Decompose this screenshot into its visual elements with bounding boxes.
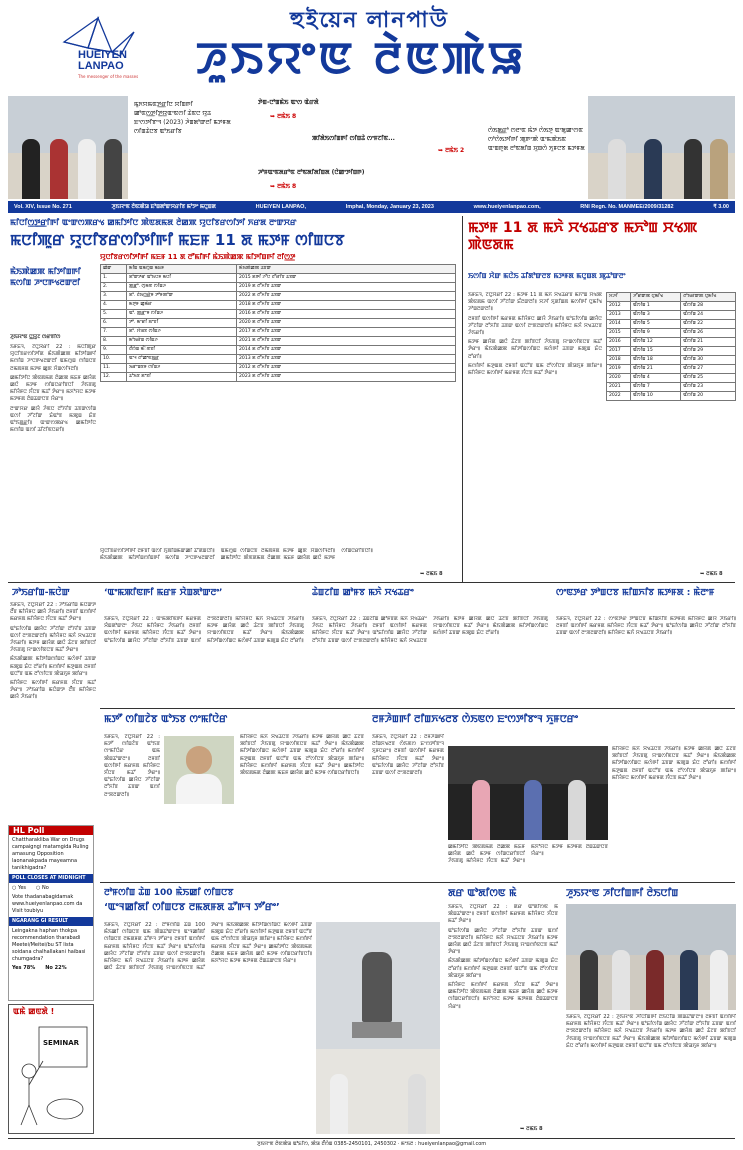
price: ₹ 3.00 [713, 203, 729, 210]
title-bengali: হুইয়েন লানপাউ [290, 7, 449, 32]
lead-table-title: ꯌꯨꯅꯤꯕꯔꯁꯤꯇꯤꯒꯤ ꯃꯐꯝ 11 ꯗ ꯂꯧꯃꯤꯒꯤ ꯃꯥꯏꯄꯥꯀꯄ ꯃꯤꯇꯤꯡꯒꯤ ꯂꯤꯁ꯭ꯇ [100, 253, 296, 261]
table-cell: ꯑꯩꯁꯤꯡ 7 [631, 383, 681, 392]
story-4-headline: ꯁꯦꯟꯇꯔ ꯇꯣꯡꯅꯕ ꯃꯤꯡꯈꯤꯕ ꯃꯇꯝꯗ : ꯃꯥꯂꯦꯝ [556, 588, 715, 598]
lead-table [100, 264, 456, 382]
table-cell: ꯗꯣ. ꯆꯥꯎꯕ ꯁꯤꯡꯍ [127, 328, 237, 337]
table-cell: ꯑꯩꯁꯤꯡ 26 [681, 329, 736, 338]
table-cell: 2. [101, 283, 127, 292]
table-row [101, 373, 456, 382]
band-photo-left [8, 96, 128, 199]
website[interactable]: www.hueiyenlanpao.com, [473, 203, 541, 210]
story-8-body: ꯏꯝꯐꯥꯜ, ꯖꯥꯅꯨꯋꯥꯔꯤ 22 : ꯗꯔ ꯑꯣꯗꯤꯁꯟ ꯃꯥ ꯄꯥꯡꯊꯣꯛꯂꯦ꯫ ꯂꯝꯕꯤ ꯑꯁꯤꯒꯤ ꯃꯔꯝꯗ ꯃꯤꯌꯥꯝꯅ ꯈꯪꯅꯕ ꯃꯊꯧ ꯇꯥꯔꯦ꯫ ꯑꯣꯐꯤꯁꯤꯡ ꯀꯌꯥꯅ ꯍꯧꯖꯤꯛ ꯂꯧꯈꯤꯕ ꯊꯕꯛ ꯑꯁꯤ ꯂꯦꯞꯂꯛꯂꯤ꯫ ꯃꯤꯌꯥꯝꯅ ꯃꯈꯥ ꯆꯠꯊꯅꯕ ꯍꯥꯏꯔꯤ꯫ ꯃꯇꯝ ꯀꯌꯥꯗ ꯀꯅꯥ ꯊꯥꯖꯕ ꯄꯤꯕꯅꯤ ꯍꯥꯏꯕꯗꯨ ꯌꯦꯡꯁꯤꯟꯅꯕ ꯃꯊꯧ ꯇꯥꯔꯦ꯫ ꯃꯥꯏꯄꯥꯀꯄ ꯃꯤꯇꯤꯡꯁꯤꯡꯅ ꯃꯁꯥꯒꯤ ꯊꯕꯛ ꯃꯄꯨꯡ ꯐꯥꯅ ꯂꯧꯔꯤ꯫ ꯃꯁꯤꯒꯤ ꯃꯇꯨꯡꯗ ꯂꯝꯕꯤ ꯑꯅꯧꯕ ꯑꯃ ꯂꯧꯁꯤꯅꯕ ꯄꯥꯎꯈꯨꯝ ꯄꯤꯔꯦ꯫ ꯃꯤꯌꯥꯝꯅ ꯃꯁꯤꯒꯤ ꯃꯔꯝꯗ ꯈꯪꯅꯕ ꯃꯊꯧ ꯇꯥꯔꯦ꯫ ꯀꯃꯤꯇꯤꯅ ꯄꯥꯟꯗꯃꯗ ꯂꯥꯀꯄ ꯃꯐꯝ ꯀꯌꯥꯗ ꯀꯅꯥ ꯃꯇꯝ ꯁꯤꯡꯅꯔꯤꯕꯅꯤ꯫ ꯃꯈꯣꯌꯅ ꯃꯇꯝ ꯃꯇꯝꯗ ꯂꯥꯡꯊꯛꯅꯕ ꯌꯥꯔꯦ꯫ [448, 904, 558, 1010]
band-center-1: ꯇꯥꯡ-ꯅꯣꯡꯃꯥꯏ ꯑꯦꯁ ꯑꯥꯔꯗꯥ [258, 99, 319, 106]
table-row [607, 302, 736, 311]
story-1-body: ꯏꯝꯐꯥꯜ, ꯖꯥꯅꯨꯋꯥꯔꯤ 22 : ꯍꯣꯏꯔꯤꯡ ꯃꯅꯥꯛꯇ ꯂꯩꯕ ꯃꯤꯌꯥꯝꯅ ꯀꯌꯥ ꯍꯥꯏꯔꯤ꯫ ꯂꯝꯕꯤ ꯑꯁꯤꯒꯤ ꯃꯔꯝꯗ ꯃꯤꯌꯥꯝꯅ ꯈꯪꯅꯕ ꯃꯊꯧ ꯇꯥꯔꯦ꯫ ꯑꯣꯐꯤꯁꯤꯡ ꯀꯌꯥꯅ ꯍꯧꯖꯤꯛ ꯂꯧꯈꯤꯕ ꯊꯕꯛ ꯑꯁꯤ ꯂꯦꯞꯂꯛꯂꯤ꯫ ꯃꯤꯌꯥꯝꯅ ꯃꯈꯥ ꯆꯠꯊꯅꯕ ꯍꯥꯏꯔꯤ꯫ ꯃꯇꯝ ꯀꯌꯥꯗ ꯀꯅꯥ ꯊꯥꯖꯕ ꯄꯤꯕꯅꯤ ꯍꯥꯏꯕꯗꯨ ꯌꯦꯡꯁꯤꯟꯅꯕ ꯃꯊꯧ ꯇꯥꯔꯦ꯫ ꯃꯥꯏꯄꯥꯀꯄ ꯃꯤꯇꯤꯡꯁꯤꯡꯅ ꯃꯁꯥꯒꯤ ꯊꯕꯛ ꯃꯄꯨꯡ ꯐꯥꯅ ꯂꯧꯔꯤ꯫ ꯃꯁꯤꯒꯤ ꯃꯇꯨꯡꯗ ꯂꯝꯕꯤ ꯑꯅꯧꯕ ꯑꯃ ꯂꯧꯁꯤꯅꯕ ꯄꯥꯎꯈꯨꯝ ꯄꯤꯔꯦ꯫ ꯃꯤꯌꯥꯝꯅ ꯃꯁꯤꯒꯤ ꯃꯔꯝꯗ ꯈꯪꯅꯕ ꯃꯊꯧ ꯇꯥꯔꯦ꯫ ꯍꯣꯏꯔꯤꯡ ꯃꯅꯥꯛꯇ ꯂꯩꯕ ꯃꯤꯌꯥꯝꯅ ꯀꯌꯥ ꯍꯥꯏꯔꯤ꯫ [10, 602, 96, 701]
right-table-header: ꯂꯣꯏꯔꯛꯄ ꯅꯨꯃꯤꯠ [681, 293, 736, 302]
table-row [607, 356, 736, 365]
issue-strip [8, 201, 735, 213]
table-cell: 2022 ꯗ ꯂꯧꯈꯤꯕ ꯊꯕꯛ [237, 292, 456, 301]
header-band [8, 96, 735, 200]
story-7-headline: ꯂꯣꯝꯁꯤꯡ ꯊꯥꯡ 100 ꯃꯥꯏꯀꯤ ꯁꯤꯡꯅꯕ [104, 888, 234, 898]
lead-kicker: ꯃꯤꯅꯤꯁ꯭ꯇ꯭ꯔꯤꯒꯤ ꯑꯦꯛꯁꯄꯔꯠ ꯀꯃꯤꯇꯤꯅ ꯄꯥꯟꯗꯃꯗ ꯂꯥꯀꯄ ꯌꯨꯅꯤꯕꯔꯁꯤꯇꯤ ꯈꯔꯗ ꯂꯦꯛꯆꯔ [10, 218, 297, 227]
band-center-3-link[interactable]: ➥ ꯂꯃꯥꯏ 8 [270, 183, 297, 190]
story-6-body-3: ꯀꯃꯤꯇꯤꯅ ꯄꯥꯟꯗꯃꯗ ꯂꯥꯀꯄ ꯃꯐꯝ ꯀꯌꯥꯗ ꯀꯅꯥ ꯃꯇꯝ ꯁꯤꯡꯅꯔꯤꯕꯅꯤ ꯍꯥꯏꯕꯗꯨ ꯃꯤꯌꯥꯝꯅ ꯈꯪꯅꯕ ꯃꯊꯧ ꯇꯥꯔꯦ꯫ ꯃꯈꯣꯌꯅ ꯃꯇꯝ ꯃꯇꯝꯗ ꯂꯥꯡꯊꯛꯅꯕ ꯌꯥꯔꯦ꯫ [448, 844, 608, 865]
hl-poll [8, 825, 94, 1001]
poll-title: HL Poll [9, 826, 93, 835]
masthead [0, 0, 743, 92]
table-cell: 2017 [607, 347, 631, 356]
band-center-1-link[interactable]: ➥ ꯂꯃꯥꯏ 8 [270, 113, 297, 120]
story-9-headline: ꯍꯨꯏꯌꯦꯟ ꯍꯤꯅꯤꯡꯒꯤ ꯂꯥꯏꯅꯤꯡ [566, 888, 679, 899]
band-center-2: ꯄꯤꯗꯥꯏꯁꯤꯡꯒꯤ ꯁꯤꯡꯊꯥ ꯁꯦꯝꯖꯤꯟ... [312, 135, 395, 142]
right-lead-headline: ꯃꯇꯝ 11 ꯗ ꯃꯈꯥ ꯆꯠꯊꯔꯕ ꯃꯈꯣꯡ ꯆꯠꯄ ꯄꯥꯟꯗꯃ [468, 220, 698, 253]
table-cell: ꯂꯩꯁꯥꯡ ꯃꯪꯥꯟꯕꯤ [127, 346, 237, 355]
table-cell: ꯑꯩꯁꯤꯡ 30 [681, 356, 736, 365]
table-cell: 2023 ꯗ ꯂꯧꯈꯤꯕ ꯊꯕꯛ [237, 373, 456, 382]
logo-tagline: The messenger of the masses [78, 74, 139, 79]
table-cell: 2012 [607, 302, 631, 311]
table-row [607, 374, 736, 383]
table-cell: 2015 ꯗꯒꯤ ꯍꯧꯅ ꯂꯧꯔꯤꯕ ꯊꯕꯛ [237, 274, 456, 283]
poll-yes-option[interactable]: ○ Yes [12, 885, 27, 891]
table-cell: 2012 ꯗ ꯂꯧꯈꯤꯕ ꯊꯕꯛ [237, 364, 456, 373]
table-cell: 2015 [607, 329, 631, 338]
lead-side-body: ꯏꯝꯐꯥꯜ, ꯖꯥꯅꯨꯋꯥꯔꯤ 22 : ꯃꯅꯤꯄꯨꯔ ꯌꯨꯅꯤꯕꯔꯁꯤꯇꯤꯗ ꯃꯥꯏꯄꯥꯀꯄ ꯃꯤꯇꯤꯡꯒꯤ ꯃꯁꯤꯡ ꯍꯦꯅꯒꯠꯂꯛꯂꯤ ꯑꯃꯁꯨꯡ ꯁꯤꯡꯅꯕ ꯂꯃꯗꯝꯗ ꯃꯇꯝ ꯀꯨꯞ ꯆꯥꯡꯁꯤꯜꯂꯤ꯫ ꯀꯃꯤꯇꯤꯅ ꯄꯥꯟꯗꯃꯗ ꯂꯥꯀꯄ ꯃꯐꯝ ꯀꯌꯥꯗ ꯀꯅꯥ ꯃꯇꯝ ꯁꯤꯡꯅꯔꯤꯕꯅꯤ ꯍꯥꯏꯕꯗꯨ ꯃꯤꯌꯥꯝꯅ ꯈꯪꯅꯕ ꯃꯊꯧ ꯇꯥꯔꯦ꯫ ꯃꯈꯣꯌꯅ ꯃꯇꯝ ꯃꯇꯝꯗ ꯂꯥꯡꯊꯛꯅꯕ ꯌꯥꯔꯦ꯫ ꯂꯦꯛꯆꯔ ꯀꯌꯥ ꯍꯥꯟꯅ ꯂꯧꯈꯤꯕ ꯊꯕꯛꯁꯤꯡ ꯑꯁꯤ ꯍꯧꯖꯤꯛ ꯐꯥꯑꯣꯕ ꯃꯄꯨꯡ ꯐꯥꯕ ꯑꯣꯏꯗ꯭ꯔꯤ꯫ ꯑꯦꯛꯁꯄꯔꯠ ꯀꯃꯤꯇꯤꯅ ꯃꯁꯤꯡ ꯑꯁꯤ ꯊꯤꯖꯤꯟꯅꯔꯤ꯫ [10, 344, 96, 434]
table-cell: 2019 [607, 365, 631, 374]
story-5-body-2: ꯃꯤꯌꯥꯝꯅ ꯃꯈꯥ ꯆꯠꯊꯅꯕ ꯍꯥꯏꯔꯤ꯫ ꯃꯇꯝ ꯀꯌꯥꯗ ꯀꯅꯥ ꯊꯥꯖꯕ ꯄꯤꯕꯅꯤ ꯍꯥꯏꯕꯗꯨ ꯌꯦꯡꯁꯤꯟꯅꯕ ꯃꯊꯧ ꯇꯥꯔꯦ꯫ ꯃꯥꯏꯄꯥꯀꯄ ꯃꯤꯇꯤꯡꯁꯤꯡꯅ ꯃꯁꯥꯒꯤ ꯊꯕꯛ ꯃꯄꯨꯡ ꯐꯥꯅ ꯂꯧꯔꯤ꯫ ꯃꯁꯤꯒꯤ ꯃꯇꯨꯡꯗ ꯂꯝꯕꯤ ꯑꯅꯧꯕ ꯑꯃ ꯂꯧꯁꯤꯅꯕ ꯄꯥꯎꯈꯨꯝ ꯄꯤꯔꯦ꯫ ꯃꯤꯌꯥꯝꯅ ꯃꯁꯤꯒꯤ ꯃꯔꯝꯗ ꯈꯪꯅꯕ ꯃꯊꯧ ꯇꯥꯔꯦ꯫ ꯀꯃꯤꯇꯤꯅ ꯄꯥꯟꯗꯃꯗ ꯂꯥꯀꯄ ꯃꯐꯝ ꯀꯌꯥꯗ ꯀꯅꯥ ꯃꯇꯝ ꯁꯤꯡꯅꯔꯤꯕꯅꯤ꯫ [240, 734, 364, 777]
logo-name: HUEIYEN LANPAO [78, 49, 127, 72]
lead-bottom-body: ꯌꯨꯅꯤꯕꯔꯁꯤꯇꯤꯒꯤ ꯂꯝꯕꯤ ꯑꯁꯤ ꯈꯨꯗꯤꯡꯃꯛꯀꯤ ꯊꯧꯗꯥꯡꯅꯤ꯫ ꯃꯥꯏꯄꯥꯀꯄ ꯃꯤꯇꯤꯡꯁꯤꯡꯒꯤ ꯃꯁꯤꯡ ꯍꯦꯅꯒꯠꯂꯛꯂꯤ ꯑꯃꯁꯨꯡ ꯁꯤꯡꯅꯕ ꯂꯃꯗꯝꯗ ꯃꯇꯝ ꯀꯨꯞ ꯆꯥꯡꯁꯤꯜꯂꯤ꯫ ꯀꯃꯤꯇꯤꯅ ꯄꯥꯟꯗꯃꯗ ꯂꯥꯀꯄ ꯃꯐꯝ ꯀꯌꯥꯗ ꯀꯅꯥ ꯃꯇꯝ ꯁꯤꯡꯅꯔꯤꯕꯅꯤ꯫ [100, 548, 373, 562]
table-cell: ꯑꯩꯁꯤꯡ 23 [681, 383, 736, 392]
table-row [607, 392, 736, 401]
right-lead-subhead: ꯏꯁꯤꯡ ꯆꯥꯛ ꯃꯅꯥꯏ ꯊꯤꯗꯣꯛꯂꯕ ꯃꯇꯝꯗ ꯃꯅꯨꯡꯗ ꯄꯨꯊꯣꯛꯂꯦ [468, 272, 626, 280]
table-row [607, 311, 736, 320]
horizontal-divider [100, 708, 735, 709]
table-cell: ꯑꯩꯁꯤꯡ 22 [681, 320, 736, 329]
table-cell: ꯑꯩꯁꯤꯡ 24 [681, 311, 736, 320]
table-cell: ꯑꯩꯁꯤꯡ 27 [681, 365, 736, 374]
table-cell: ꯑꯩꯁꯤꯡ 12 [631, 338, 681, 347]
poll-result-label: NGARANG GI RESULT [9, 917, 93, 926]
story-6-headline: ꯂꯝꯍꯥꯡꯒꯤ ꯂꯤꯡꯈꯠꯂꯕ ꯁꯥꯏꯟꯁ ꯐꯦꯁꯇꯤꯕꯦꯜ ꯈꯨꯝꯅꯔꯦ [372, 714, 579, 725]
band-center-3: ꯍꯣꯝꯑꯦꯟꯗꯔꯣꯟ ꯂꯣꯟꯗꯤꯗꯤꯡꯗ (ꯅꯥꯀꯦꯇꯤꯡꯒ) [258, 169, 365, 176]
story-5-headline: ꯃꯇꯧ ꯁꯤꯡꯖꯥꯕ ꯑꯣꯏꯕ ꯁꯦꯃꯤꯅꯥꯔ [104, 714, 228, 725]
story-3-body: ꯏꯝꯐꯥꯜ, ꯖꯥꯅꯨꯋꯥꯔꯤ 22 : ꯊꯥꯡꯖꯤꯡ ꯀꯣꯝꯕꯗ ꯃꯈꯥ ꯆꯠꯊꯔꯦ ꯍꯥꯏꯅ ꯃꯤꯌꯥꯝꯅ ꯍꯥꯏꯔꯤ꯫ ꯂꯝꯕꯤ ꯑꯁꯤꯒꯤ ꯃꯔꯝꯗ ꯃꯤꯌꯥꯝꯅ ꯈꯪꯅꯕ ꯃꯊꯧ ꯇꯥꯔꯦ꯫ ꯑꯣꯐꯤꯁꯤꯡ ꯀꯌꯥꯅ ꯍꯧꯖꯤꯛ ꯂꯧꯈꯤꯕ ꯊꯕꯛ ꯑꯁꯤ ꯂꯦꯞꯂꯛꯂꯤ꯫ ꯃꯤꯌꯥꯝꯅ ꯃꯈꯥ ꯆꯠꯊꯅꯕ ꯍꯥꯏꯔꯤ꯫ ꯃꯇꯝ ꯀꯌꯥꯗ ꯀꯅꯥ ꯊꯥꯖꯕ ꯄꯤꯕꯅꯤ ꯍꯥꯏꯕꯗꯨ ꯌꯦꯡꯁꯤꯟꯅꯕ ꯃꯊꯧ ꯇꯥꯔꯦ꯫ ꯃꯥꯏꯄꯥꯀꯄ ꯃꯤꯇꯤꯡꯁꯤꯡꯅ ꯃꯁꯥꯒꯤ ꯊꯕꯛ ꯃꯄꯨꯡ ꯐꯥꯅ ꯂꯧꯔꯤ꯫ [312, 616, 548, 644]
issue-number: Vol. XIV, Issue No. 271 [14, 203, 72, 210]
table-row [101, 346, 456, 355]
table-row [607, 365, 736, 374]
table-cell: 7. [101, 328, 127, 337]
table-cell: ꯑꯩꯁꯤꯡ 20 [681, 392, 736, 401]
portrait-photo [164, 736, 234, 804]
table-row [101, 301, 456, 310]
table-cell: ꯑꯦꯜ ꯂꯣꯀꯦꯟꯗ꯭ꯔ [127, 355, 237, 364]
right-table-header: ꯍꯧꯔꯛꯄ ꯅꯨꯃꯤꯠ [631, 293, 681, 302]
title-meitei: ꯍꯨꯏꯌꯦꯟ ꯂꯥꯟꯄꯥꯎ [196, 33, 527, 84]
right-lead-table [606, 292, 736, 401]
cartoon-title: ꯑꯃꯥ ꯀꯟꯗꯥ ! [13, 1007, 55, 1016]
cartoon-board-text: SEMINAR [43, 1039, 80, 1047]
story-1-headline: ꯍꯣꯏꯔꯤꯡ-ꯃꯅꯥꯛ [12, 588, 70, 598]
story-6-body: ꯏꯝꯐꯥꯜ, ꯖꯥꯅꯨꯋꯥꯔꯤ 22 : ꯂꯝꯍꯥꯡꯒꯤ ꯂꯤꯡꯈꯠꯂꯕ ꯁꯥꯏꯟꯁ ꯐꯦꯁꯇꯤꯕꯦꯜ ꯈꯨꯝꯅꯔꯦ꯫ ꯂꯝꯕꯤ ꯑꯁꯤꯒꯤ ꯃꯔꯝꯗ ꯃꯤꯌꯥꯝꯅ ꯈꯪꯅꯕ ꯃꯊꯧ ꯇꯥꯔꯦ꯫ ꯑꯣꯐꯤꯁꯤꯡ ꯀꯌꯥꯅ ꯍꯧꯖꯤꯛ ꯂꯧꯈꯤꯕ ꯊꯕꯛ ꯑꯁꯤ ꯂꯦꯞꯂꯛꯂꯤ꯫ [372, 734, 444, 777]
table-cell: ꯑꯩꯁꯤꯡ 18 [631, 356, 681, 365]
table-cell: 2020 [607, 374, 631, 383]
table-row [607, 320, 736, 329]
table-row [101, 310, 456, 319]
lead-continued-link[interactable]: ➥ ꯂꯃꯥꯏ 8 [420, 571, 443, 577]
poll-vote-text[interactable]: Vote thadanabagidamak www.hueiyenlanpao.com da Visit toubiyu [12, 894, 83, 914]
table-row [101, 328, 456, 337]
lead-side-byline: ꯍꯨꯏꯌꯦꯟ ꯅ꯭ꯌꯨꯖ ꯁꯔꯕꯤꯁ [10, 334, 61, 340]
table-cell: 10. [101, 355, 127, 364]
story-7-deck: ‘ꯑꯦꯜꯀꯤꯗꯤ ꯁꯤꯡꯅꯕ ꯂꯃꯗꯝꯗ ꯊꯧꯒꯜ ꯇꯧꯔꯦ’ [104, 902, 280, 913]
page-footer: ꯍꯨꯏꯌꯦꯟ ꯂꯥꯟꯄꯥꯎ ꯑꯣꯐꯤꯁ, ꯄꯥꯎ ꯂꯩꯁꯥꯡ 0385-2450101, 2450302 · ꯃꯦꯏꯂ : hueiyenlanpao@gmail.com [8, 1138, 735, 1149]
table-cell: 8. [101, 337, 127, 346]
table-cell: ꯑꯩꯁꯤꯡ 15 [631, 347, 681, 356]
table-row [101, 355, 456, 364]
statue-photo [316, 922, 440, 1134]
table-cell: 2017 ꯗ ꯂꯧꯈꯤꯕ ꯊꯕꯛ [237, 328, 456, 337]
story-8-headline: ꯗꯔ ꯑꯣꯗꯤꯁꯟ ꯃꯥ [448, 888, 517, 899]
table-cell: 11. [101, 364, 127, 373]
right-lead-body: ꯏꯝꯐꯥꯜ, ꯖꯥꯅꯨꯋꯥꯔꯤ 22 : ꯃꯇꯝ 11 ꯗ ꯃꯈꯥ ꯆꯠꯊꯔꯕ ꯃꯈꯣꯡ ꯆꯠꯄ ꯄꯥꯟꯗꯃ ꯑꯁꯤ ꯍꯧꯖꯤꯛ ꯐꯪꯂꯛꯂꯤ꯫ ꯆꯍꯤ ꯈꯨꯗꯤꯡꯗ ꯃꯁꯤꯒꯤ ꯅꯨꯃꯤꯠ ꯍꯣꯡꯂꯛꯂꯤ꯫ ꯂꯝꯕꯤ ꯑꯁꯤꯒꯤ ꯃꯔꯝꯗ ꯃꯤꯌꯥꯝꯅ ꯀꯌꯥ ꯍꯥꯏꯔꯤ꯫ ꯑꯣꯐꯤꯁꯤꯡ ꯀꯌꯥꯅ ꯍꯧꯖꯤꯛ ꯂꯧꯈꯤꯕ ꯊꯕꯛ ꯑꯁꯤ ꯂꯦꯞꯂꯛꯂꯤ꯫ ꯃꯤꯌꯥꯝꯅ ꯃꯈꯥ ꯆꯠꯊꯅꯕ ꯍꯥꯏꯔꯤ꯫ ꯃꯇꯝ ꯀꯌꯥꯗ ꯀꯅꯥ ꯊꯥꯖꯕ ꯄꯤꯕꯅꯤ ꯍꯥꯏꯕꯗꯨ ꯌꯦꯡꯁꯤꯟꯅꯕ ꯃꯊꯧ ꯇꯥꯔꯦ꯫ ꯃꯥꯏꯄꯥꯀꯄ ꯃꯤꯇꯤꯡꯁꯤꯡꯅ ꯃꯁꯥꯒꯤ ꯊꯕꯛ ꯃꯄꯨꯡ ꯐꯥꯅ ꯂꯧꯔꯤ꯫ ꯃꯁꯤꯒꯤ ꯃꯇꯨꯡꯗ ꯂꯝꯕꯤ ꯑꯅꯧꯕ ꯑꯃ ꯂꯧꯁꯤꯅꯕ ꯄꯥꯎꯈꯨꯝ ꯄꯤꯔꯦ꯫ ꯃꯤꯌꯥꯝꯅ ꯃꯁꯤꯒꯤ ꯃꯔꯝꯗ ꯈꯪꯅꯕ ꯃꯊꯧ ꯇꯥꯔꯦ꯫ [468, 292, 602, 377]
table-cell: 4. [101, 301, 127, 310]
horizontal-divider [8, 582, 735, 583]
table-row [607, 338, 736, 347]
story-7-body: ꯏꯝꯐꯥꯜ, ꯖꯥꯅꯨꯋꯥꯔꯤ 22 : ꯂꯣꯝꯁꯤꯡ ꯊꯥꯡ 100 ꯃꯥꯏꯀꯤ ꯁꯤꯡꯅꯕ ꯑꯃ ꯄꯥꯡꯊꯣꯛꯂꯦ꯫ ꯑꯦꯜꯀꯤꯗꯤ ꯁꯤꯡꯅꯕ ꯂꯃꯗꯝꯗ ꯊꯧꯒꯜ ꯇꯧꯔꯦ꯫ ꯂꯝꯕꯤ ꯑꯁꯤꯒꯤ ꯃꯔꯝꯗ ꯃꯤꯌꯥꯝꯅ ꯈꯪꯅꯕ ꯃꯊꯧ ꯇꯥꯔꯦ꯫ ꯑꯣꯐꯤꯁꯤꯡ ꯀꯌꯥꯅ ꯍꯧꯖꯤꯛ ꯂꯧꯈꯤꯕ ꯊꯕꯛ ꯑꯁꯤ ꯂꯦꯞꯂꯛꯂꯤ꯫ ꯃꯤꯌꯥꯝꯅ ꯃꯈꯥ ꯆꯠꯊꯅꯕ ꯍꯥꯏꯔꯤ꯫ ꯃꯇꯝ ꯀꯌꯥꯗ ꯀꯅꯥ ꯊꯥꯖꯕ ꯄꯤꯕꯅꯤ ꯍꯥꯏꯕꯗꯨ ꯌꯦꯡꯁꯤꯟꯅꯕ ꯃꯊꯧ ꯇꯥꯔꯦ꯫ ꯃꯥꯏꯄꯥꯀꯄ ꯃꯤꯇꯤꯡꯁꯤꯡꯅ ꯃꯁꯥꯒꯤ ꯊꯕꯛ ꯃꯄꯨꯡ ꯐꯥꯅ ꯂꯧꯔꯤ꯫ ꯃꯁꯤꯒꯤ ꯃꯇꯨꯡꯗ ꯂꯝꯕꯤ ꯑꯅꯧꯕ ꯑꯃ ꯂꯧꯁꯤꯅꯕ ꯄꯥꯎꯈꯨꯝ ꯄꯤꯔꯦ꯫ ꯃꯤꯌꯥꯝꯅ ꯃꯁꯤꯒꯤ ꯃꯔꯝꯗ ꯈꯪꯅꯕ ꯃꯊꯧ ꯇꯥꯔꯦ꯫ ꯀꯃꯤꯇꯤꯅ ꯄꯥꯟꯗꯃꯗ ꯂꯥꯀꯄ ꯃꯐꯝ ꯀꯌꯥꯗ ꯀꯅꯥ ꯃꯇꯝ ꯁꯤꯡꯅꯔꯤꯕꯅꯤ꯫ ꯃꯈꯣꯌꯅ ꯃꯇꯝ ꯃꯇꯝꯗ ꯂꯥꯡꯊꯛꯅꯕ ꯌꯥꯔꯦ꯫ [104, 922, 312, 972]
table-row [101, 274, 456, 283]
table-cell: 2013 ꯗ ꯂꯧꯈꯤꯕ ꯊꯕꯛ [237, 355, 456, 364]
vertical-divider [462, 216, 463, 582]
issue-date: Imphal, Monday, January 23, 2023 [345, 203, 434, 210]
poll-no-option[interactable]: ○ No [36, 885, 49, 891]
table-cell: ꯑꯩꯁꯤꯡ 10 [631, 392, 681, 401]
table-row [101, 319, 456, 328]
table-row [607, 329, 736, 338]
table-cell: ꯊꯣꯏꯕ ꯗꯦꯕꯤ [127, 373, 237, 382]
table-cell: ꯄ꯭ꯔꯣ. ꯁꯨꯃꯟ ꯁꯤꯡꯍ [127, 283, 237, 292]
table-cell: 3. [101, 292, 127, 301]
strip-name: HUEIYEN LANPAO, [255, 203, 306, 210]
table-cell: 9. [101, 346, 127, 355]
story-2-headline: ‘ꯑꯦꯃꯄꯤꯟꯒꯤ ꯃꯔꯝ ꯆꯥꯡꯗꯣꯛꯂꯦ’ [104, 588, 223, 598]
band-photo-right [588, 96, 735, 199]
table-cell: 1. [101, 274, 127, 283]
table-cell: ꯃꯇꯨꯝ ꯀꯨꯃꯥꯔ [127, 301, 237, 310]
horizontal-divider [100, 882, 735, 883]
story-3-headline: ꯊꯥꯡꯖꯤꯡ ꯀꯣꯝꯕ ꯃꯈꯥ ꯆꯠꯊꯔꯦ [312, 588, 414, 598]
table-cell: 2016 [607, 338, 631, 347]
story-6-body-2: ꯃꯤꯌꯥꯝꯅ ꯃꯈꯥ ꯆꯠꯊꯅꯕ ꯍꯥꯏꯔꯤ꯫ ꯃꯇꯝ ꯀꯌꯥꯗ ꯀꯅꯥ ꯊꯥꯖꯕ ꯄꯤꯕꯅꯤ ꯍꯥꯏꯕꯗꯨ ꯌꯦꯡꯁꯤꯟꯅꯕ ꯃꯊꯧ ꯇꯥꯔꯦ꯫ ꯃꯥꯏꯄꯥꯀꯄ ꯃꯤꯇꯤꯡꯁꯤꯡꯅ ꯃꯁꯥꯒꯤ ꯊꯕꯛ ꯃꯄꯨꯡ ꯐꯥꯅ ꯂꯧꯔꯤ꯫ ꯃꯁꯤꯒꯤ ꯃꯇꯨꯡꯗ ꯂꯝꯕꯤ ꯑꯅꯧꯕ ꯑꯃ ꯂꯧꯁꯤꯅꯕ ꯄꯥꯎꯈꯨꯝ ꯄꯤꯔꯦ꯫ ꯃꯤꯌꯥꯝꯅ ꯃꯁꯤꯒꯤ ꯃꯔꯝꯗ ꯈꯪꯅꯕ ꯃꯊꯧ ꯇꯥꯔꯦ꯫ [612, 746, 736, 781]
story-5-body: ꯏꯝꯐꯥꯜ, ꯖꯥꯅꯨꯋꯥꯔꯤ 22 : ꯃꯇꯧ ꯁꯤꯡꯖꯥꯕ ꯑꯣꯏꯕ ꯁꯦꯃꯤꯅꯥꯔ ꯑꯃ ꯄꯥꯡꯊꯣꯛꯂꯦ꯫ ꯂꯝꯕꯤ ꯑꯁꯤꯒꯤ ꯃꯔꯝꯗ ꯃꯤꯌꯥꯝꯅ ꯈꯪꯅꯕ ꯃꯊꯧ ꯇꯥꯔꯦ꯫ ꯑꯣꯐꯤꯁꯤꯡ ꯀꯌꯥꯅ ꯍꯧꯖꯤꯛ ꯂꯧꯈꯤꯕ ꯊꯕꯛ ꯑꯁꯤ ꯂꯦꯞꯂꯛꯂꯤ꯫ [104, 734, 160, 798]
table-cell: 2014 [607, 320, 631, 329]
poll-result-question: Leingakna haphan thokpa recommendation tharabadi Meetei/Meitei/bu ST lista soidana chalhallakani haibasi chumgadra? [12, 928, 86, 962]
table-cell: 2018 [607, 356, 631, 365]
poll-result-yes: Yes 78% [12, 965, 36, 971]
table-cell: ꯑꯩꯁꯤꯡ 5 [631, 320, 681, 329]
table-cell: 5. [101, 310, 127, 319]
band-right-text: ꯁꯥꯏꯗ꯭ꯔꯣ ꯁꯂꯦꯟ ꯃꯥꯇ ꯁꯥꯏꯇꯨ ꯑꯦꯗꯨꯀꯦꯁꯟ ꯁꯣꯁꯥꯏꯇꯤꯒꯤ ꯄꯨꯒꯦꯄꯥ ꯑꯦꯃꯄꯥꯏꯟ ꯑꯦꯡꯒꯨꯗ ꯂꯣꯟꯗꯤꯡ ꯆꯨꯡꯁꯥ ꯈꯨꯝꯅꯕ ꯃꯇꯝꯗ [488, 127, 585, 152]
cartoon-drawing-icon [13, 1021, 91, 1131]
lead-table-header: ꯃꯤꯡ ꯑꯃꯁꯨꯡ ꯃꯐꯝ [127, 265, 237, 274]
table-cell: ꯑꯩꯁꯤꯡ 3 [631, 311, 681, 320]
table-cell: 2022 [607, 392, 631, 401]
table-cell: ꯑꯩꯁꯤꯡ 29 [681, 347, 736, 356]
table-row [607, 383, 736, 392]
band-center-2-link[interactable]: ➥ ꯂꯃꯥꯏ 2 [438, 147, 465, 154]
story-4-body: ꯏꯝꯐꯥꯜ, ꯖꯥꯅꯨꯋꯥꯔꯤ 22 : ꯁꯦꯟꯇꯔ ꯇꯣꯡꯅꯕ ꯃꯤꯡꯈꯤꯕ ꯃꯇꯝꯗ ꯃꯤꯌꯥꯝꯅ ꯀꯌꯥ ꯍꯥꯏꯔꯤ꯫ ꯂꯝꯕꯤ ꯑꯁꯤꯒꯤ ꯃꯔꯝꯗ ꯃꯤꯌꯥꯝꯅ ꯈꯪꯅꯕ ꯃꯊꯧ ꯇꯥꯔꯦ꯫ ꯑꯣꯐꯤꯁꯤꯡ ꯀꯌꯥꯅ ꯍꯧꯖꯤꯛ ꯂꯧꯈꯤꯕ ꯊꯕꯛ ꯑꯁꯤ ꯂꯦꯞꯂꯛꯂꯤ꯫ ꯃꯤꯌꯥꯝꯅ ꯃꯈꯥ ꯆꯠꯊꯅꯕ ꯍꯥꯏꯔꯤ꯫ [556, 616, 736, 637]
table-cell: ꯑꯩꯁꯤꯡ 4 [631, 374, 681, 383]
table-row [101, 283, 456, 292]
rni-number: RNI Regn. No. MANMEE/2009/31282 [580, 203, 674, 210]
band-left-text: ꯃꯨꯈꯌꯃꯟꯇ꯭ꯔꯤꯅ ꯆꯤꯡꯒꯤ ꯀꯣꯟꯁ꯭ꯇꯤꯇ꯭ꯌꯨꯑꯦꯟꯁꯤ ꯊꯥꯟꯅ ꯌꯨꯊ ꯐꯦꯁꯇꯤꯕꯦꯜ (2023) ꯍꯥꯡꯗꯣꯛꯂꯤ ꯃꯇꯝꯗ ꯁꯤꯡꯊꯥꯅꯕ ꯑꯣꯏꯔꯤꯕ [134, 101, 231, 135]
table-cell: 2021 ꯗ ꯂꯧꯈꯤꯕ ꯊꯕꯛ [237, 337, 456, 346]
table-cell: ꯑꯩꯁꯤꯡ 21 [631, 365, 681, 374]
table-cell: 2019 ꯗ ꯂꯧꯈꯤꯕ ꯊꯕꯛ [237, 283, 456, 292]
poll-question: Chattharakliba War on Drugs campaigngi matamgida Ruling amasung Opposition laonanakpada mayeamna tanikhigadra? [12, 837, 89, 871]
table-cell: 2021 [607, 383, 631, 392]
table-cell: 2016 ꯗ ꯂꯧꯈꯤꯕ ꯊꯕꯛ [237, 310, 456, 319]
table-cell: ꯑꯣ. ꯄ꯭ꯔꯦꯝ ꯁꯤꯡꯍ [127, 310, 237, 319]
strip-tagline: ꯍꯨꯏꯌꯦꯟ ꯂꯥꯟꯄꯥꯎ ꯐꯣꯡꯗꯣꯛꯆꯔꯤꯕ ꯃꯣꯇꯦ ꯃꯅꯨꯡꯗ [111, 203, 216, 210]
lead-table-header: ꯃꯥꯏꯄꯥꯀꯄ ꯊꯕꯛ [237, 265, 456, 274]
table-row [607, 347, 736, 356]
table-cell: ꯑꯩꯁꯤꯡ 25 [681, 374, 736, 383]
poll-result-no: No 22% [45, 965, 67, 971]
table-row [101, 292, 456, 301]
table-cell: ꯑꯩꯁꯤꯡ 9 [631, 329, 681, 338]
right-table-header: ꯆꯍꯤ [607, 293, 631, 302]
table-cell: ꯑꯩꯁꯤꯡ 21 [681, 338, 736, 347]
story-8-continued-link[interactable]: ➥ ꯂꯃꯥꯏ 8 [520, 1126, 543, 1132]
poll-closes: POLL CLOSES AT MIDNIGHT [9, 874, 93, 883]
table-cell: ꯑꯩꯁꯤꯡ 28 [681, 302, 736, 311]
cartoon-box [8, 1004, 94, 1134]
table-cell: ꯇꯣ. ꯃꯦꯔꯤ ꯗꯦꯕꯤ [127, 319, 237, 328]
story-9-body: ꯏꯝꯐꯥꯜ, ꯖꯥꯅꯨꯋꯥꯔꯤ 22 : ꯍꯨꯏꯌꯦꯟ ꯍꯤꯅꯤꯡꯒꯤ ꯂꯥꯏꯅꯤꯡ ꯄꯥꯡꯊꯣꯛꯂꯦ꯫ ꯂꯝꯕꯤ ꯑꯁꯤꯒꯤ ꯃꯔꯝꯗ ꯃꯤꯌꯥꯝꯅ ꯈꯪꯅꯕ ꯃꯊꯧ ꯇꯥꯔꯦ꯫ ꯑꯣꯐꯤꯁꯤꯡ ꯀꯌꯥꯅ ꯍꯧꯖꯤꯛ ꯂꯧꯈꯤꯕ ꯊꯕꯛ ꯑꯁꯤ ꯂꯦꯞꯂꯛꯂꯤ꯫ ꯃꯤꯌꯥꯝꯅ ꯃꯈꯥ ꯆꯠꯊꯅꯕ ꯍꯥꯏꯔꯤ꯫ ꯃꯇꯝ ꯀꯌꯥꯗ ꯀꯅꯥ ꯊꯥꯖꯕ ꯄꯤꯕꯅꯤ ꯍꯥꯏꯕꯗꯨ ꯌꯦꯡꯁꯤꯟꯅꯕ ꯃꯊꯧ ꯇꯥꯔꯦ꯫ ꯃꯥꯏꯄꯥꯀꯄ ꯃꯤꯇꯤꯡꯁꯤꯡꯅ ꯃꯁꯥꯒꯤ ꯊꯕꯛ ꯃꯄꯨꯡ ꯐꯥꯅ ꯂꯧꯔꯤ꯫ ꯃꯁꯤꯒꯤ ꯃꯇꯨꯡꯗ ꯂꯝꯕꯤ ꯑꯅꯧꯕ ꯑꯃ ꯂꯧꯁꯤꯅꯕ ꯄꯥꯎꯈꯨꯝ ꯄꯤꯔꯦ꯫ [566, 1014, 736, 1049]
table-cell: ꯃꯣꯏꯔꯥꯡ ꯁꯤꯡꯍ [127, 337, 237, 346]
right-lead-continued-link[interactable]: ➥ ꯂꯃꯥꯏ 8 [700, 571, 723, 577]
table-row [101, 364, 456, 373]
table-cell: ꯗꯣꯛꯇꯔ ꯑꯣꯏꯅꯝ ꯃꯅꯤ [127, 274, 237, 283]
story-2-body: ꯏꯝꯐꯥꯜ, ꯖꯥꯅꯨꯋꯥꯔꯤ 22 : ꯑꯦꯃꯄꯤꯟꯒꯤ ꯃꯔꯝꯗ ꯆꯥꯡꯗꯣꯛꯂꯦ ꯍꯥꯏꯅ ꯃꯤꯌꯥꯝꯅ ꯍꯥꯏꯔꯤ꯫ ꯂꯝꯕꯤ ꯑꯁꯤꯒꯤ ꯃꯔꯝꯗ ꯃꯤꯌꯥꯝꯅ ꯈꯪꯅꯕ ꯃꯊꯧ ꯇꯥꯔꯦ꯫ ꯑꯣꯐꯤꯁꯤꯡ ꯀꯌꯥꯅ ꯍꯧꯖꯤꯛ ꯂꯧꯈꯤꯕ ꯊꯕꯛ ꯑꯁꯤ ꯂꯦꯞꯂꯛꯂꯤ꯫ ꯃꯤꯌꯥꯝꯅ ꯃꯈꯥ ꯆꯠꯊꯅꯕ ꯍꯥꯏꯔꯤ꯫ ꯃꯇꯝ ꯀꯌꯥꯗ ꯀꯅꯥ ꯊꯥꯖꯕ ꯄꯤꯕꯅꯤ ꯍꯥꯏꯕꯗꯨ ꯌꯦꯡꯁꯤꯟꯅꯕ ꯃꯊꯧ ꯇꯥꯔꯦ꯫ ꯃꯥꯏꯄꯥꯀꯄ ꯃꯤꯇꯤꯡꯁꯤꯡꯅ ꯃꯁꯥꯒꯤ ꯊꯕꯛ ꯃꯄꯨꯡ ꯐꯥꯅ ꯂꯧꯔꯤ꯫ [104, 616, 304, 644]
event-photo [566, 904, 736, 1010]
table-cell: 12. [101, 373, 127, 382]
table-cell: 2018 ꯗ ꯂꯧꯈꯤꯕ ꯊꯕꯛ [237, 301, 456, 310]
table-cell: ꯏꯔꯦꯡꯕꯝ ꯁꯤꯡꯍ [127, 364, 237, 373]
table-cell: ꯑꯩꯁꯤꯡ 1 [631, 302, 681, 311]
lead-side-headline: ꯃꯥꯏꯄꯥꯀꯄ ꯃꯤꯇꯤꯡꯒꯤ ꯃꯁꯤꯡ ꯍꯦꯅꯒꯠꯂꯛꯂꯤ [10, 267, 81, 287]
lead-table-header: ꯀꯥꯛ [101, 265, 127, 274]
table-cell: 6. [101, 319, 127, 328]
table-cell: 2013 [607, 311, 631, 320]
lead-headline: ꯃꯅꯤꯄꯨꯔ ꯌꯨꯅꯤꯕꯔꯁꯤꯇꯤꯒꯤ ꯃꯐꯝ 11 ꯗ ꯃꯇꯝ ꯁꯤꯡꯅꯕ [10, 231, 345, 249]
table-cell: ꯗꯣ. ꯂꯥꯏꯁ꯭ꯔꯥꯝ ꯇꯣꯝꯄꯣꯛ [127, 292, 237, 301]
table-cell: 2020 ꯗ ꯂꯧꯈꯤꯕ ꯊꯕꯛ [237, 319, 456, 328]
table-cell: 2014 ꯗ ꯂꯧꯈꯤꯕ ꯊꯕꯛ [237, 346, 456, 355]
stage-photo [448, 746, 608, 840]
table-row [101, 337, 456, 346]
